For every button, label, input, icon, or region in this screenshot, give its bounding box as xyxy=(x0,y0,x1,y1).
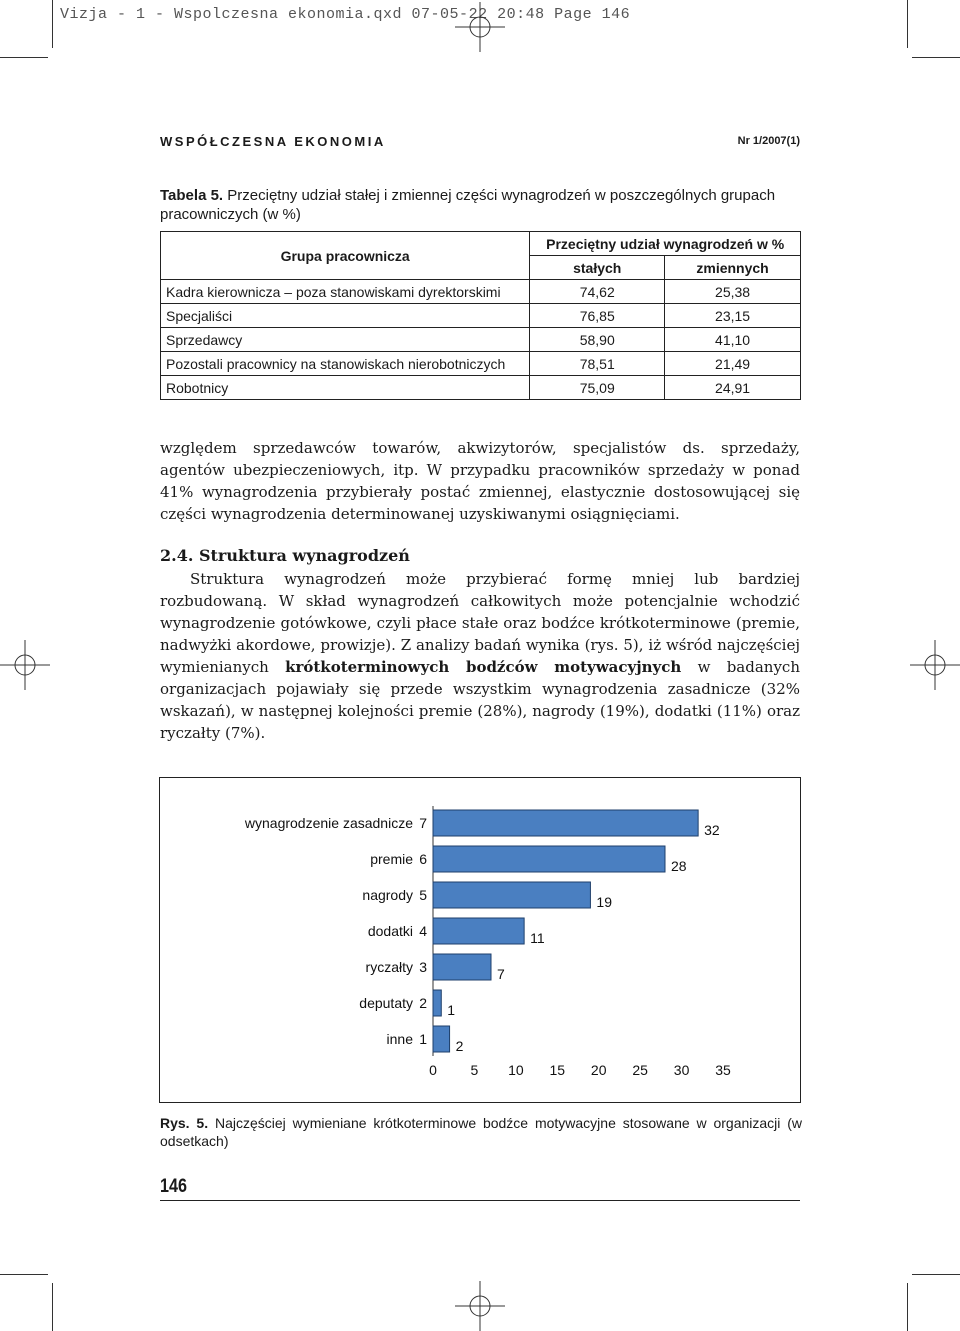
crop-mark xyxy=(0,57,48,58)
cell-group: Pozostali pracownicy na stanowiskach nierobotniczych xyxy=(161,352,530,376)
table-row xyxy=(161,376,801,400)
category-label: nagrody xyxy=(362,887,413,903)
paragraph-2-emphasis: krótkoterminowych bodźców motywacyjnych xyxy=(285,658,682,676)
category-index: 1 xyxy=(419,1031,427,1047)
cell-variable: 24,91 xyxy=(665,376,801,400)
footer-rule xyxy=(160,1200,800,1201)
category-label: inne xyxy=(386,1031,413,1047)
chart-bar xyxy=(433,990,441,1016)
table-row xyxy=(161,352,801,376)
data-label: 32 xyxy=(704,822,720,838)
data-label: 11 xyxy=(530,930,545,946)
registration-mark-icon xyxy=(455,2,505,52)
cell-fixed: 74,62 xyxy=(530,280,665,304)
x-tick-label: 15 xyxy=(549,1062,566,1078)
crop-mark xyxy=(52,0,53,48)
registration-mark-icon xyxy=(455,1281,505,1331)
category-index: 4 xyxy=(419,923,427,939)
x-tick-label: 5 xyxy=(470,1062,479,1078)
table-caption xyxy=(160,186,800,224)
data-label: 7 xyxy=(497,966,505,982)
category-index: 5 xyxy=(419,887,427,903)
header-fixed: stałych xyxy=(530,256,665,280)
x-tick-label: 25 xyxy=(632,1062,648,1078)
category-index: 3 xyxy=(419,959,427,975)
chart-bar xyxy=(433,954,491,980)
crop-mark xyxy=(912,1274,960,1275)
category-label: wynagrodzenie zasadnicze xyxy=(244,815,413,831)
print-slug: Vizja - 1 - Wspolczesna ekonomia.qxd 07-05-22 20:48 Page 146 xyxy=(60,6,631,23)
registration-mark-icon xyxy=(910,640,960,690)
data-label: 19 xyxy=(596,894,613,910)
registration-mark-icon xyxy=(0,640,50,690)
category-index: 6 xyxy=(419,851,427,867)
figure-frame xyxy=(159,777,801,1103)
category-label: dodatki xyxy=(367,923,413,939)
table-row xyxy=(161,304,801,328)
cell-group: Sprzedawcy xyxy=(161,328,530,352)
cell-fixed: 58,90 xyxy=(530,328,665,352)
data-label: 2 xyxy=(455,1038,464,1054)
header-group: Grupa pracownicza xyxy=(161,232,530,280)
table-row xyxy=(161,328,801,352)
category-label: premie xyxy=(370,851,413,867)
table-row xyxy=(161,280,801,304)
data-label: 28 xyxy=(671,858,687,874)
cell-group: Specjaliści xyxy=(161,304,530,328)
table-label: Tabela 5. xyxy=(160,187,224,204)
cell-variable: 41,10 xyxy=(665,328,801,352)
chart-bar xyxy=(433,810,698,836)
paragraph-2-text-b: w badanych organizacjach pojawiały się przede wszystkim wynagrodzenia zasadnicze (32% wskazań), w następnej kolejności premie (28%), nagrody (19%), dodatki (11%) oraz ryczałty (7%). xyxy=(160,658,800,742)
table-caption-text: Przeciętny udział stałej i zmiennej części wynagrodzeń w poszczególnych grupach pracowniczych (w %) xyxy=(160,187,776,223)
x-tick-label: 20 xyxy=(590,1062,607,1078)
issue-number: Nr 1/2007(1) xyxy=(737,135,800,147)
cell-variable: 25,38 xyxy=(665,280,801,304)
chart-bar xyxy=(433,882,590,908)
header-variable: zmiennych xyxy=(665,256,801,280)
chart-bar xyxy=(433,918,524,944)
x-tick-label: 0 xyxy=(429,1062,437,1078)
bar-chart xyxy=(160,778,800,1102)
chart-bar xyxy=(433,1026,450,1052)
paragraph-2 xyxy=(160,568,800,744)
cell-variable: 23,15 xyxy=(665,304,801,328)
page-number: 146 xyxy=(160,1176,187,1197)
cell-group: Robotnicy xyxy=(161,376,530,400)
data-table xyxy=(160,231,801,400)
category-index: 2 xyxy=(419,995,427,1011)
crop-mark xyxy=(907,0,908,48)
cell-variable: 21,49 xyxy=(665,352,801,376)
x-tick-label: 30 xyxy=(673,1062,690,1078)
crop-mark xyxy=(912,57,960,58)
chart-bar xyxy=(433,846,665,872)
journal-title: WSPÓŁCZESNA EKONOMIA xyxy=(160,134,386,149)
figure-label: Rys. 5. xyxy=(160,1115,209,1131)
category-label: deputaty xyxy=(359,995,413,1011)
header-share: Przeciętny udział wynagrodzeń w % xyxy=(530,232,801,256)
paragraph-1: względem sprzedawców towarów, akwizytorów, specjalistów ds. sprzedaży, agentów ubezpieczeniowych, itp. W przypadku pracowników sprzedaży w ponad 41% wynagrodzenia przybierały postać zmiennej, elastycznie dostosowującej się części wynagrodzenia determinowanej uzyskiwanymi osiągnięciami. xyxy=(160,439,800,523)
cell-fixed: 78,51 xyxy=(530,352,665,376)
data-label: 1 xyxy=(447,1002,456,1018)
running-head xyxy=(160,134,800,154)
cell-group: Kadra kierownicza – poza stanowiskami dyrektorskimi xyxy=(161,280,530,304)
crop-mark xyxy=(0,1274,48,1275)
cell-fixed: 75,09 xyxy=(530,376,665,400)
paragraph-2-text-a: Struktura wynagrodzeń może przybierać formę mniej lub bardziej rozbudowaną. W skład wynagrodzeń całkowitych może potencjalnie wchodzić wynagrodzenie gotówkowe, czyli płace stałe oraz bodźce krótkoterminowe (premie, nadwyżki akordowe, prowizje). Z analizy badań wynika (rys. 5), iż wśród najczęściej wymienianych xyxy=(160,570,800,676)
crop-mark xyxy=(907,1283,908,1331)
figure-caption xyxy=(160,1114,802,1150)
x-tick-label: 10 xyxy=(508,1062,524,1078)
category-index: 7 xyxy=(419,815,427,831)
cell-fixed: 76,85 xyxy=(530,304,665,328)
crop-mark xyxy=(52,1283,53,1331)
figure-caption-text: Najczęściej wymieniane krótkoterminowe bodźce motywacyjne stosowane w organizacji (w odsetkach) xyxy=(160,1115,803,1149)
category-label: ryczałty xyxy=(365,959,413,975)
x-tick-label: 35 xyxy=(715,1062,731,1078)
section-title: 2.4. Struktura wynagrodzeń xyxy=(160,546,410,565)
